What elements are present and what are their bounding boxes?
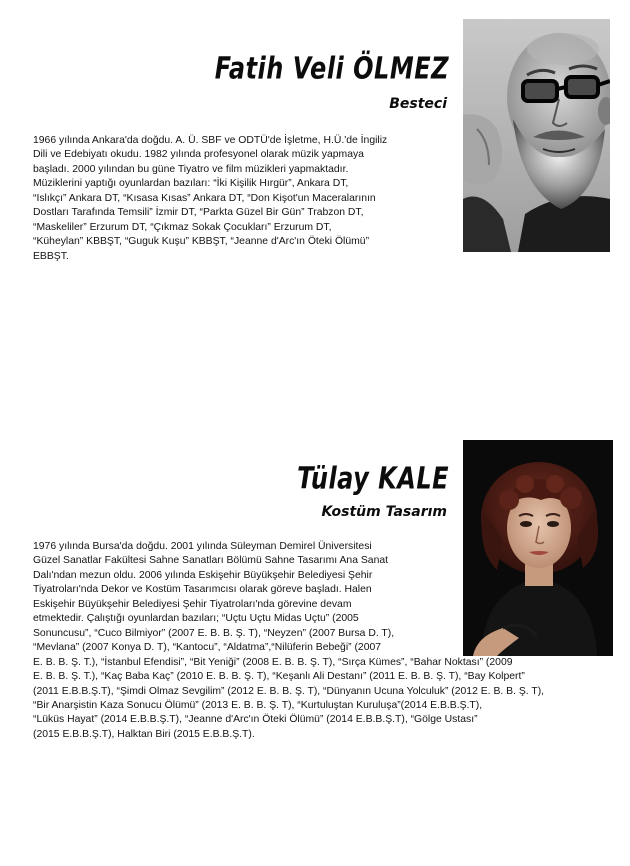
profile-bio — [33, 134, 387, 264]
profile-role: Kostüm Tasarım — [321, 504, 447, 520]
bio-line: başladı. 2000 yılından bu güne Tiyatro ve film müzikleri yapmaktadır. — [33, 163, 349, 175]
bio-line: Eskişehir Büyükşehir Belediyesi Şehir Tiyatroları'nda görevine devam — [33, 598, 352, 610]
bio-line: “Küheylan” KBBŞT, “Guguk Kuşu” KBBŞT, “Jeanne d'Arc'ın Öteki Ölümü” — [33, 236, 370, 248]
bio-line: (2015 E.B.B.Ş.T), Halktan Biri (2015 E.B.B.Ş.T). — [33, 728, 255, 740]
bio-line: E. B. B. Ş. T.), “Kaç Baba Kaç” (2010 E. B. B. Ş. T), “Keşanlı Ali Destanı” (2011 E. B. B. Ş. T), “Bay Kolpert” — [33, 671, 525, 683]
bio-line: E. B. B. Ş. T.), “İstanbul Efendisi”, “Bit Yeniği” (2008 E. B. B. Ş. T), “Sırça Kümes”, “Bahar Noktası” (2009 — [33, 656, 513, 668]
portrait-fatih-veli-olmez — [463, 19, 610, 252]
bio-line: “Bir Anarşistin Kaza Sonucu Ölümü” (2013 E. B. B. Ş. T), “Kurtuluştan Kuruluşa”(2014 E.B.B.Ş.T), — [33, 699, 483, 711]
bio-line: “Mevlana” (2007 Konya D. T), “Kantocu”, “Aldatma”,“Nilüferin Bebeği” (2007 — [33, 642, 382, 654]
bio-line: (2011 E.B.B.Ş.T), “Şimdi Olmaz Sevgilim” (2012 E. B. B. Ş. T), “Dünyanın Ucuna Yolculuk” (2012 E. B. B. Ş. T), — [33, 685, 545, 697]
profile-bio — [33, 540, 544, 742]
bio-line: Dili ve Edebiyatı okudu. 1982 yılında profesyonel olarak müzik yapmaya — [33, 149, 364, 161]
profile-name: Tülay KALE — [297, 461, 449, 496]
bio-line: “Maskeliler” Erzurum DT, “Çıkmaz Sokak Çocukları” Erzurum DT, — [33, 221, 332, 233]
bio-line: Dostları Tarafında Temsili” İzmir DT, “Parkta Güzel Bir Gün” Trabzon DT, — [33, 207, 364, 219]
profile-fatih-veli-olmez — [0, 0, 630, 430]
bio-line: etmektedir. Çalıştığı oyunlardan bazıları; “Uçtu Uçtu Midas Uçtu” (2005 — [33, 613, 359, 625]
bio-line: Müziklerini yaptığı oyunlardan bazıları: “İki Kişilik Hırgür”, Ankara DT, — [33, 178, 349, 190]
bio-line: Tiyatroları'nda Dekor ve Kostüm Tasarımcısı olarak göreve başladı. Halen — [33, 584, 372, 596]
bio-line: Güzel Sanatlar Fakültesi Sahne Sanatları Bölümü Sahne Tasarımı Ana Sanat — [33, 555, 389, 567]
bio-line: “Islıkçı” Ankara DT, “Kısasa Kısas” Ankara DT, “Don Kişot'un Maceralarının — [33, 192, 376, 204]
bio-line: “Lüküs Hayat” (2014 E.B.B.Ş.T), “Jeanne d'Arc'ın Öteki Ölümü” (2014 E.B.B.Ş.T), “Gölge Ustası” — [33, 714, 478, 726]
profile-role: Besteci — [389, 96, 447, 112]
portrait-fatih-veli-olmez-image — [463, 19, 610, 252]
bio-line: 1976 yılında Bursa'da doğdu. 2001 yılında Süleyman Demirel Üniversitesi — [33, 541, 372, 552]
bio-line: 1966 yılında Ankara'da doğdu. A. Ü. SBF ve ODTÜ'de İşletme, H.Ü.'de İngiliz — [33, 135, 388, 146]
bio-line: Sonuncusu”, “Cuco Bilmiyor” (2007 E. B. B. Ş. T), “Neyzen” (2007 Bursa D. T), — [33, 627, 395, 639]
bio-line: Dalı'ndan mezun oldu. 2006 yılında Eskişehir Büyükşehir Belediyesi Şehir — [33, 569, 373, 581]
profile-tulay-kale — [0, 430, 630, 866]
bio-line: EBBŞT. — [33, 250, 69, 262]
profile-name: Fatih Veli ÖLMEZ — [214, 51, 449, 86]
